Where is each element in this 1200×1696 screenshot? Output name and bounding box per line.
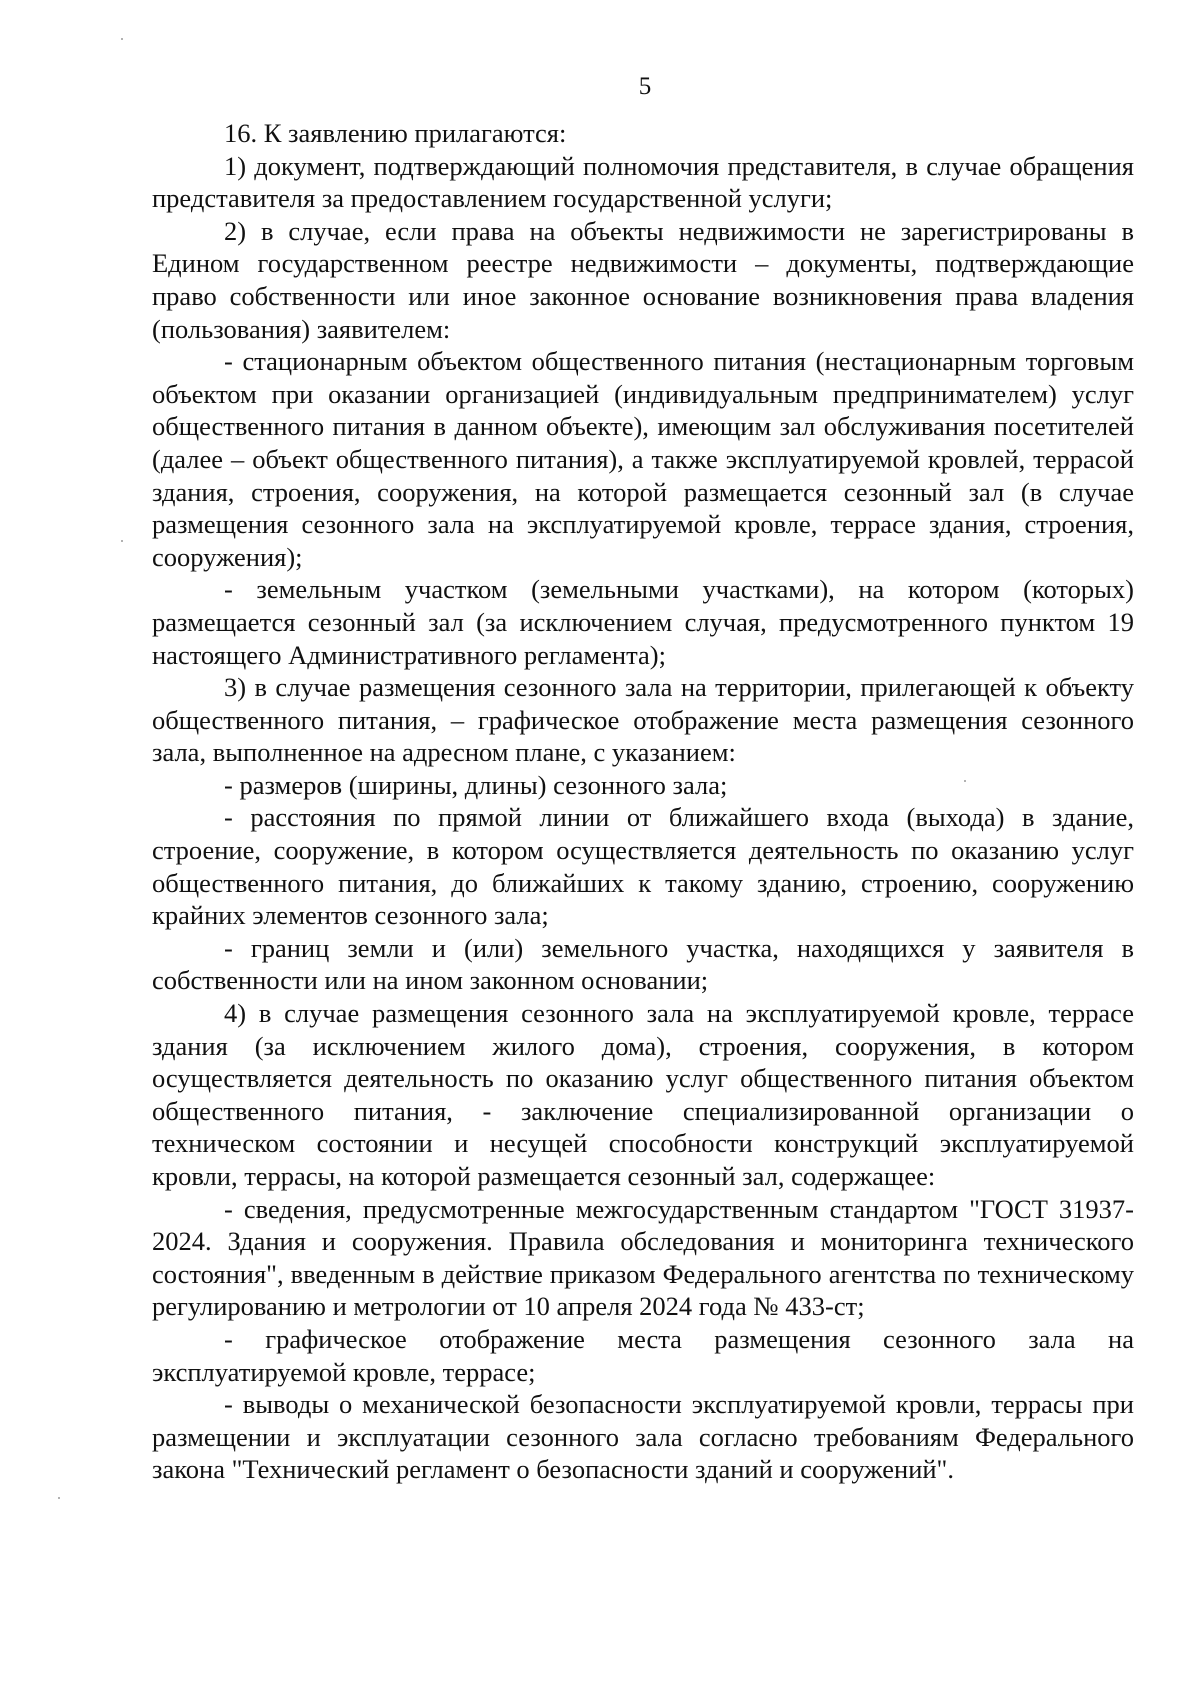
- sub-item-boundaries: - границ земли и (или) земельного участка, находящихся у заявителя в собственности или на ином законном основании;: [152, 932, 1134, 996]
- sub-item-graphic-roof: - графическое отображение места размещения сезонного зала на эксплуатируемой кровле, террасе;: [152, 1323, 1134, 1387]
- sub-item-dimensions: - размеров (ширины, длины) сезонного зала;: [224, 769, 728, 800]
- list-item-3: 3) в случае размещения сезонного зала на территории, прилегающей к объекту общественного питания, – графическое отображение места размещения сезонного зала, выполненное на адресном плане, с указанием:: [152, 672, 1134, 768]
- list-item-4: 4) в случае размещения сезонного зала на эксплуатируемой кровле, террасе здания (за исключением жилого дома), строения, сооружения, в котором осуществляется деятельность по оказанию услуг общественного питания объектом общественного питания, - заключение специализированной организации о техническом состоянии и несущей способности конструкций эксплуатируемой кровли, террасы, на которой размещается сезонный зал, содержащее:: [152, 998, 1134, 1191]
- scan-speck: [121, 540, 123, 542]
- sub-item-distance: - расстояния по прямой линии от ближайшего входа (выхода) в здание, строение, сооружение, в котором осуществляется деятельность по оказанию услуг общественного питания, до ближайших к такому зданию, строению, сооружению крайних элементов сезонного зала;: [152, 802, 1134, 931]
- page-number: 5: [638, 73, 652, 100]
- document-body: [152, 117, 1134, 1486]
- sub-item-land-plot: - земельным участком (земельными участками), на котором (которых) размещается сезонный зал (за исключением случая, предусмотренного пунктом 19 настоящего Административного регламента);: [152, 574, 1134, 670]
- scan-speck: [964, 780, 966, 782]
- sub-item-catering-object: - стационарным объектом общественного питания (нестационарным торговым объектом при оказании организацией (индивидуальным предпринимателем) услуг общественного питания в данном объекте), имеющим зал обслуживания посетителей (далее – объект общественного питания), а также эксплуатируемой кровлей, террасой здания, строения, сооружения, на которой размещается сезонный зал (в случае размещения сезонного зала на эксплуатируемой кровле, террасе здания, строения, сооружения);: [152, 346, 1134, 572]
- list-item-1: 1) документ, подтверждающий полномочия представителя, в случае обращения представителя за предоставлением государственной услуги;: [152, 150, 1134, 214]
- sub-item-gost-info: - сведения, предусмотренные межгосударственным стандартом "ГОСТ 31937-2024. Здания и сооружения. Правила обследования и мониторинга технического состояния", введенным в действие приказом Федерального агентства по техническому регулированию и метрологии от 10 апреля 2024 года № 433-ст;: [152, 1193, 1134, 1322]
- paragraph-16-heading: 16. К заявлению прилагаются:: [224, 118, 567, 148]
- scan-speck: [121, 38, 123, 40]
- scan-speck: [58, 1497, 60, 1499]
- list-item-2: 2) в случае, если права на объекты недвижимости не зарегистрированы в Едином государственном реестре недвижимости – документы, подтверждающие право собственности или иное законное основание возникновения права владения (пользования) заявителем:: [152, 215, 1134, 344]
- sub-item-safety-conclusions: - выводы о механической безопасности эксплуатируемой кровли, террасы при размещении и эксплуатации сезонного зала согласно требованиям Федерального закона "Технический регламент о безопасности зданий и сооружений".: [152, 1389, 1134, 1485]
